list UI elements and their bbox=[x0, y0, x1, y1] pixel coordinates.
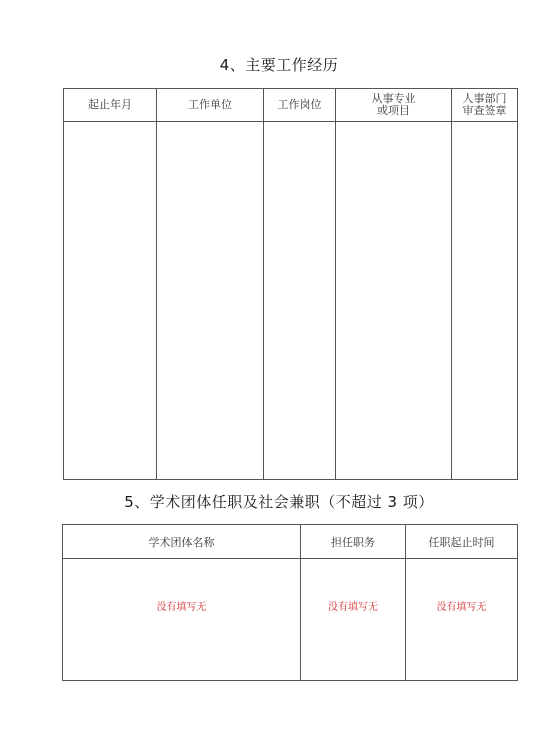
placeholder-text: 没有填写无 bbox=[436, 602, 487, 613]
cell-period[interactable] bbox=[64, 122, 157, 480]
header-employer: 工作单位 bbox=[157, 89, 264, 122]
header-hr-review-line-1: 人事部门 bbox=[462, 92, 507, 105]
cell-specialty[interactable] bbox=[336, 122, 452, 480]
work-experience-table bbox=[63, 88, 518, 480]
header-period: 起止年月 bbox=[64, 89, 157, 122]
header-position: 工作岗位 bbox=[264, 89, 336, 122]
cell-hr-review[interactable] bbox=[452, 122, 518, 480]
academic-positions-table bbox=[62, 524, 518, 681]
section-title-work-experience: 4、主要工作经历 bbox=[219, 56, 339, 74]
cell-employer[interactable] bbox=[157, 122, 264, 480]
header-organization-name: 学术团体名称 bbox=[63, 525, 301, 559]
cell-tenure[interactable] bbox=[406, 559, 518, 681]
header-specialty-line-2: 或项目 bbox=[377, 104, 410, 117]
table-row bbox=[64, 122, 518, 480]
table-header-row bbox=[63, 525, 518, 559]
header-tenure: 任职起止时间 bbox=[406, 525, 518, 559]
header-specialty bbox=[336, 89, 452, 122]
table-row bbox=[63, 559, 518, 681]
placeholder-text: 没有填写无 bbox=[328, 602, 378, 613]
cell-position[interactable] bbox=[264, 122, 336, 480]
header-role: 担任职务 bbox=[301, 525, 406, 559]
header-specialty-line-1: 从事专业 bbox=[371, 92, 416, 105]
section-title-academic-positions: 5、学术团体任职及社会兼职（不超过 3 项） bbox=[124, 493, 434, 511]
table-header-row bbox=[64, 89, 518, 122]
header-hr-review bbox=[452, 89, 518, 122]
placeholder-text: 没有填写无 bbox=[156, 602, 207, 613]
header-hr-review-line-2: 审查签章 bbox=[462, 104, 507, 117]
cell-organization-name[interactable] bbox=[63, 559, 301, 681]
cell-role[interactable] bbox=[301, 559, 406, 681]
